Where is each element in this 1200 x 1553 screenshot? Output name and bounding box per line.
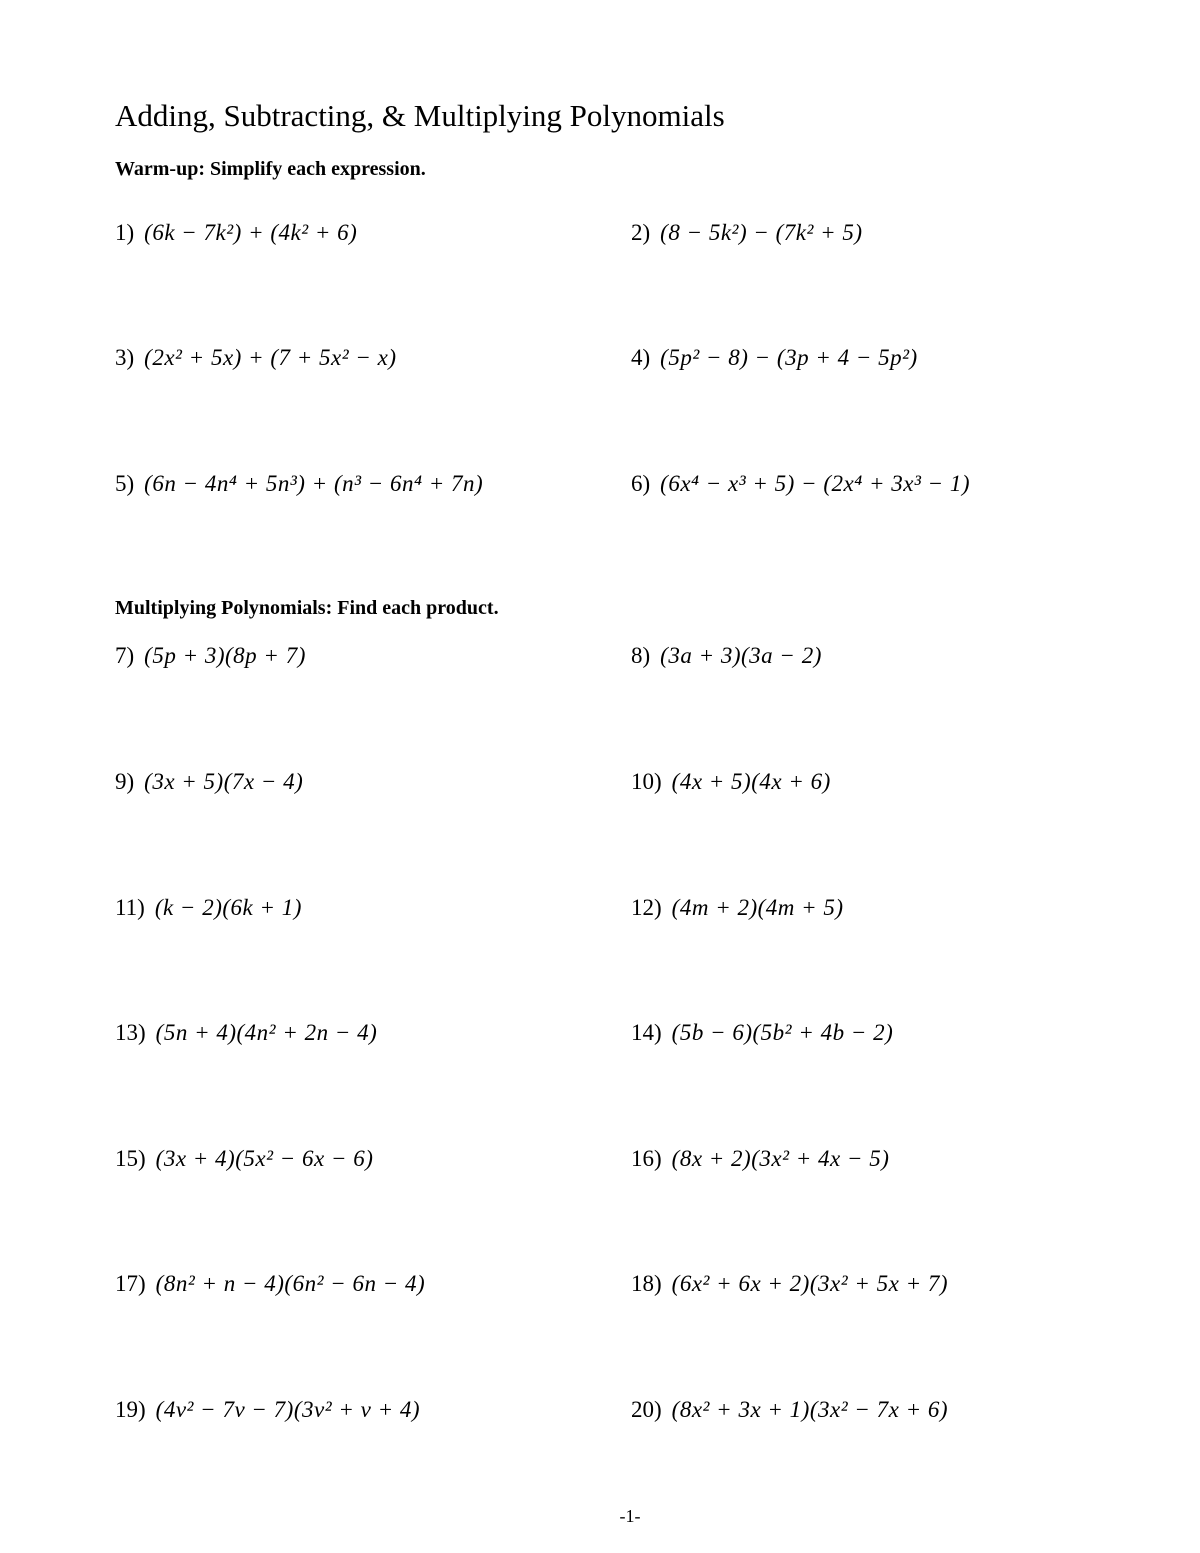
problem-20 (631, 1397, 948, 1423)
problem-15 (115, 1146, 373, 1172)
problem-number: 8) (631, 643, 651, 668)
problem-2 (631, 220, 863, 246)
problem-number: 1) (115, 220, 135, 245)
problem-19 (115, 1397, 420, 1423)
problem-number: 20) (631, 1397, 662, 1422)
problem-expression: (5p² − 8) − (3p + 4 − 5p²) (660, 345, 918, 370)
problem-number: 4) (631, 345, 651, 370)
problem-number: 12) (631, 895, 662, 920)
problem-7 (115, 643, 306, 669)
problem-expression: (4x + 5)(4x + 6) (671, 769, 831, 794)
problem-10 (631, 769, 831, 795)
problem-expression: (3x + 4)(5x² − 6x − 6) (155, 1146, 374, 1171)
problem-expression: (6n − 4n⁴ + 5n³) + (n³ − 6n⁴ + 7n) (144, 471, 484, 496)
problem-3 (115, 345, 397, 371)
problem-18 (631, 1271, 948, 1297)
problem-number: 17) (115, 1271, 146, 1296)
multiply-heading: Multiplying Polynomials: Find each product. (115, 597, 499, 619)
problem-4 (631, 345, 918, 371)
problem-9 (115, 769, 303, 795)
problem-expression: (k − 2)(6k + 1) (154, 895, 302, 920)
problem-expression: (8n² + n − 4)(6n² − 6n − 4) (155, 1271, 426, 1296)
problem-expression: (5p + 3)(8p + 7) (144, 643, 306, 668)
problem-number: 10) (631, 769, 662, 794)
problem-14 (631, 1020, 893, 1046)
problem-number: 7) (115, 643, 135, 668)
problem-expression: (3x + 5)(7x − 4) (144, 769, 304, 794)
problem-number: 18) (631, 1271, 662, 1296)
problem-number: 6) (631, 471, 651, 496)
problem-number: 14) (631, 1020, 662, 1045)
problem-1 (115, 220, 357, 246)
problem-number: 19) (115, 1397, 146, 1422)
problem-number: 15) (115, 1146, 146, 1171)
problem-expression: (5b − 6)(5b² + 4b − 2) (671, 1020, 894, 1045)
problem-expression: (6k − 7k²) + (4k² + 6) (144, 220, 358, 245)
problem-5 (115, 471, 483, 497)
problem-12 (631, 895, 844, 921)
problem-6 (631, 471, 970, 497)
problem-expression: (8 − 5k²) − (7k² + 5) (660, 220, 863, 245)
problem-number: 13) (115, 1020, 146, 1045)
problem-16 (631, 1146, 889, 1172)
problem-expression: (4m + 2)(4m + 5) (671, 895, 844, 920)
problem-11 (115, 895, 302, 921)
problem-8 (631, 643, 822, 669)
problem-expression: (8x + 2)(3x² + 4x − 5) (671, 1146, 890, 1171)
problem-expression: (4v² − 7v − 7)(3v² + v + 4) (155, 1397, 421, 1422)
problem-17 (115, 1271, 425, 1297)
problem-number: 11) (115, 895, 145, 920)
page-number: -1- (619, 1506, 641, 1526)
problem-expression: (6x² + 6x + 2)(3x² + 5x + 7) (671, 1271, 949, 1296)
problem-expression: (8x² + 3x + 1)(3x² − 7x + 6) (671, 1397, 949, 1422)
problem-number: 9) (115, 769, 135, 794)
problem-number: 16) (631, 1146, 662, 1171)
problem-expression: (5n + 4)(4n² + 2n − 4) (155, 1020, 378, 1045)
problem-number: 3) (115, 345, 135, 370)
problem-number: 5) (115, 471, 135, 496)
warmup-heading: Warm-up: Simplify each expression. (115, 158, 426, 180)
problem-number: 2) (631, 220, 651, 245)
problem-expression: (2x² + 5x) + (7 + 5x² − x) (144, 345, 397, 370)
problem-expression: (3a + 3)(3a − 2) (660, 643, 822, 668)
page-title: Adding, Subtracting, & Multiplying Polynomials (115, 98, 725, 133)
problem-13 (115, 1020, 377, 1046)
problem-expression: (6x⁴ − x³ + 5) − (2x⁴ + 3x³ − 1) (660, 471, 971, 496)
